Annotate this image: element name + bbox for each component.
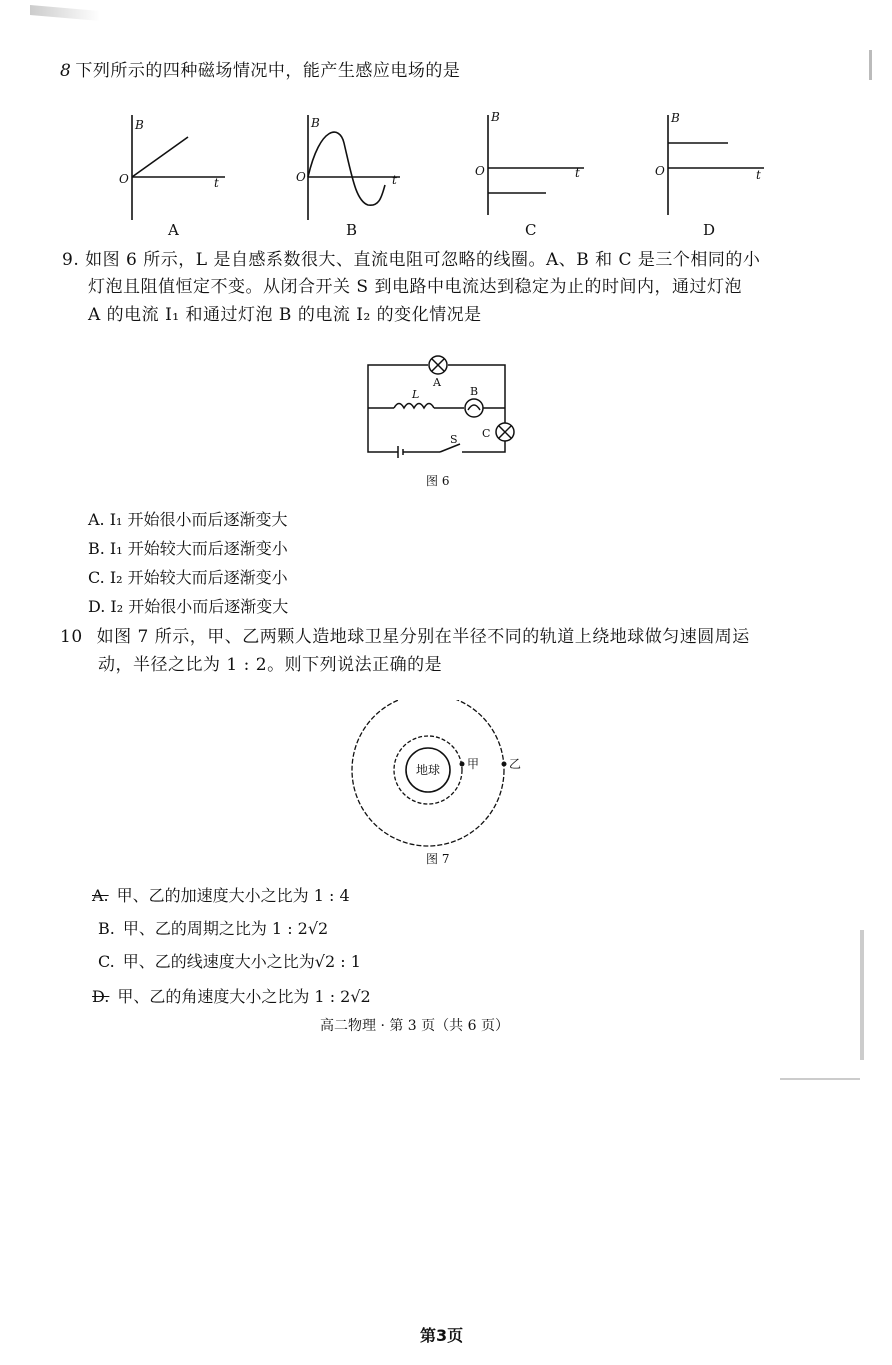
option-letter: A. <box>92 886 109 905</box>
option-text: 甲、乙的加速度大小之比为 1 : 4 <box>116 886 350 905</box>
scan-edge-mark <box>869 50 872 80</box>
q8-graphs <box>100 105 780 240</box>
figure-6-circuit <box>360 348 520 466</box>
satellite-jia-label: 甲 <box>467 757 480 771</box>
option-letter: B. <box>98 919 115 938</box>
option-letter: D. <box>92 987 110 1006</box>
lamp-c-label: C <box>482 427 491 440</box>
origin-label: O <box>655 164 665 178</box>
question-9-line-3: A 的电流 I₁ 和通过灯泡 B 的电流 I₂ 的变化情况是 <box>88 305 482 325</box>
page-footer: 高二物理 · 第 3 页（共 6 页） <box>320 1018 509 1034</box>
scan-edge-mark <box>860 930 864 1060</box>
q9-option-b: B. I₁ 开始较大而后逐渐变小 <box>88 539 288 558</box>
option-letter: C. <box>98 952 115 971</box>
origin-label: O <box>119 172 129 186</box>
scan-corner-mark <box>30 5 100 21</box>
y-axis-label: B <box>135 118 144 132</box>
switch-label: S <box>450 433 458 446</box>
figure-6-caption: 图 6 <box>426 474 450 488</box>
q9-option-c: C. I₂ 开始较大而后逐渐变小 <box>88 568 288 587</box>
x-axis-label: t <box>214 176 219 190</box>
figure-7-caption: 图 7 <box>426 852 450 866</box>
question-10-line-2: 动，半径之比为 1 : 2。则下列说法正确的是 <box>98 655 443 675</box>
question-number: 8 <box>60 61 72 81</box>
question-8 <box>60 56 460 86</box>
origin-label: O <box>475 164 485 178</box>
option-text: 甲、乙的角速度大小之比为 1 : 2√2 <box>117 987 371 1006</box>
option-text: 甲、乙的线速度大小之比为√2 : 1 <box>122 952 361 971</box>
figure-7-orbits <box>350 700 530 850</box>
graph-label-d: D <box>703 221 716 239</box>
graph-label-a: A <box>168 221 179 239</box>
y-axis-label: B <box>311 116 320 130</box>
question-9-line-1: 9. 如图 6 所示，L 是自感系数很大、直流电阻可忽略的线圈。A、B 和 C 是三个相同的小 <box>62 250 761 270</box>
lamp-b-label: B <box>470 385 479 398</box>
x-axis-label: t <box>575 166 580 180</box>
earth-label: 地球 <box>416 763 441 777</box>
question-text: 如图 7 所示，甲、乙两颗人造地球卫星分别在半径不同的轨道上绕地球做匀速圆周运 <box>96 627 750 647</box>
q9-option-d: D. I₂ 开始很小而后逐渐变大 <box>88 597 289 616</box>
x-axis-label: t <box>756 168 761 182</box>
option-text: 甲、乙的周期之比为 1 : 2√2 <box>122 919 329 938</box>
satellite-yi-label: 乙 <box>509 757 522 771</box>
lamp-a-label: A <box>433 376 441 389</box>
graph-label-c: C <box>525 221 537 239</box>
scan-edge-mark <box>780 1078 860 1080</box>
question-9-line-2: 灯泡且阻值恒定不变。从闭合开关 S 到电路中电流达到稳定为止的时间内，通过灯泡 <box>88 277 742 297</box>
inductor-label: L <box>412 388 420 401</box>
q9-option-a: A. I₁ 开始很小而后逐渐变大 <box>88 510 288 529</box>
y-axis-label: B <box>671 111 680 125</box>
q10-option-a <box>92 884 350 908</box>
q10-option-c <box>98 950 361 974</box>
graph-label-b: B <box>346 221 358 239</box>
page-number-label: 第3页 <box>420 1326 464 1345</box>
question-stem: 下列所示的四种磁场情况中，能产生感应电场的是 <box>75 61 461 81</box>
question-number: 10 <box>60 627 83 647</box>
origin-label: O <box>296 170 306 184</box>
q10-option-b <box>98 917 328 941</box>
y-axis-label: B <box>491 110 500 124</box>
x-axis-label: t <box>392 173 397 187</box>
question-10-line-1 <box>60 622 750 652</box>
q10-option-d <box>92 985 371 1009</box>
